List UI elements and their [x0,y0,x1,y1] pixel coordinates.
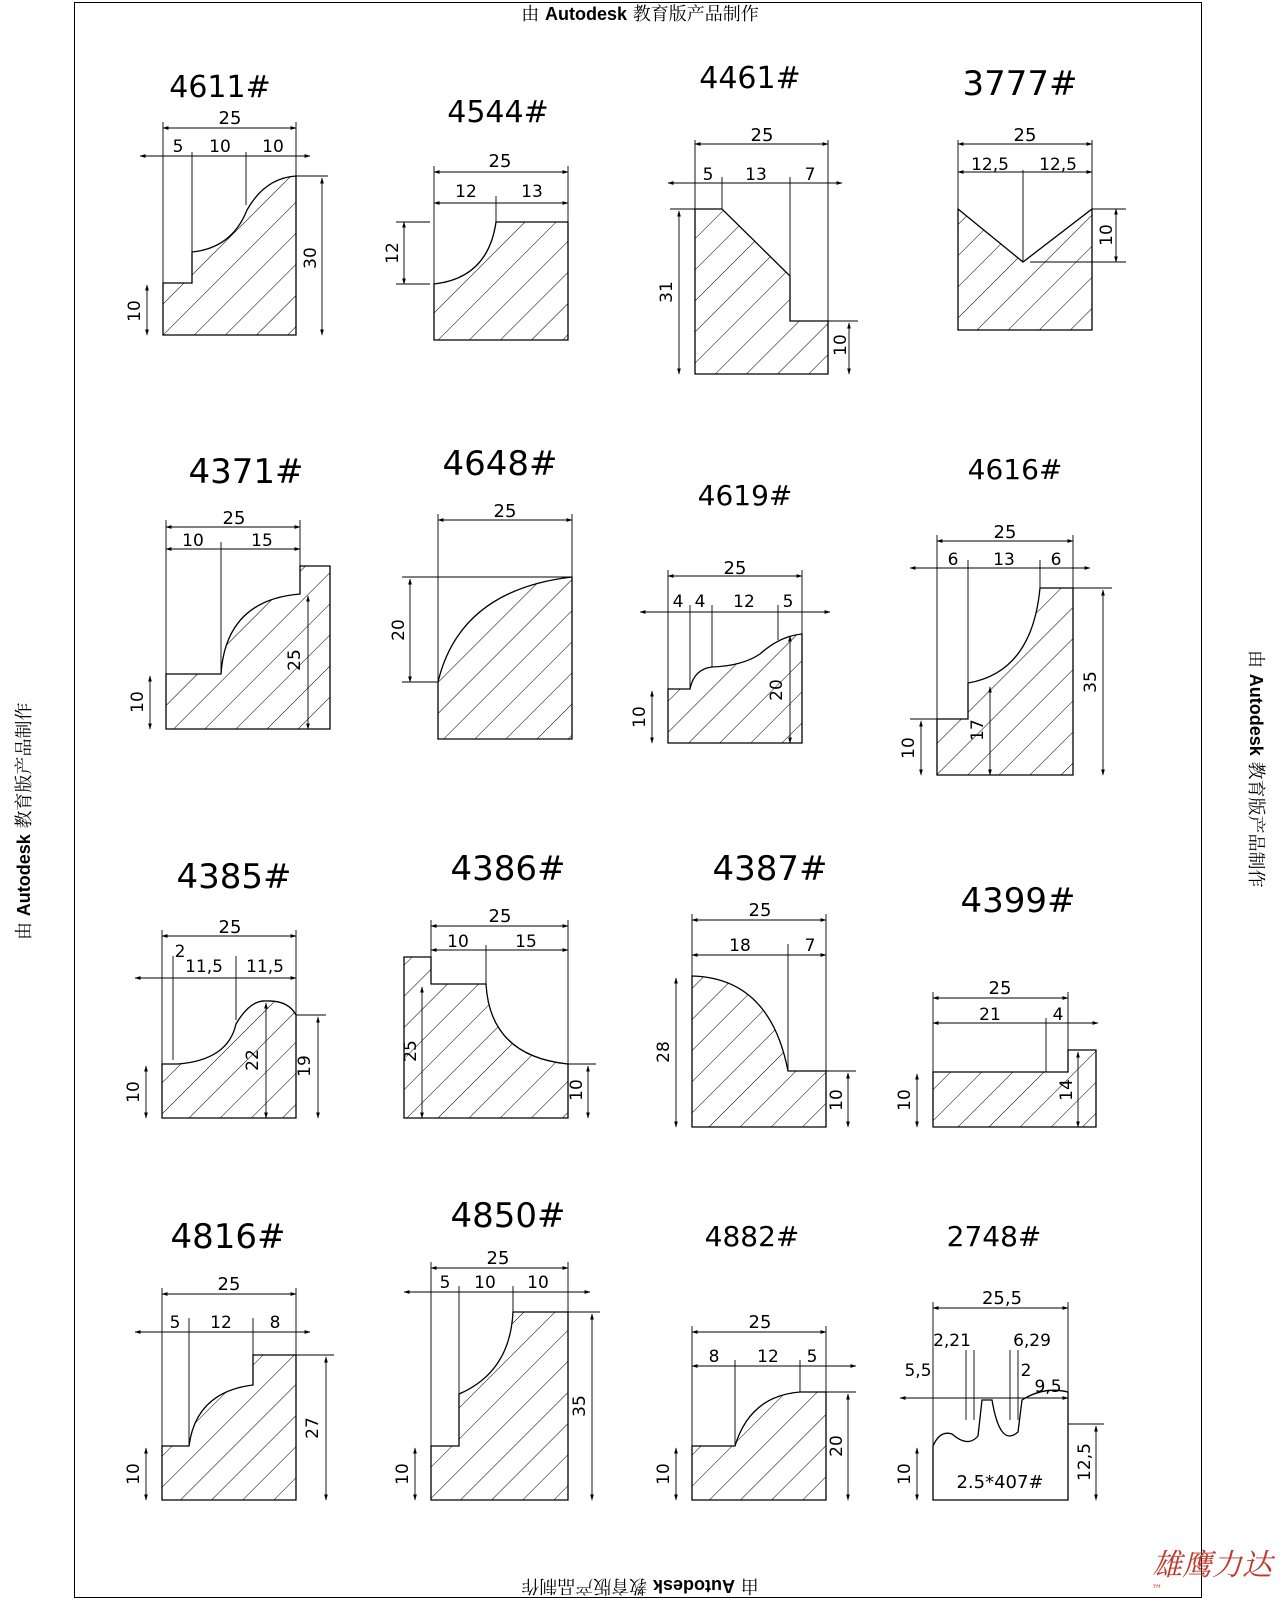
dim-label: 12,5 [1039,155,1077,175]
dim-label: 28 [654,1041,674,1063]
dim-label: 10 [124,1081,144,1103]
dim-label: 25 [222,508,246,529]
profile-shape [695,209,828,374]
dim-label: 10 [125,300,145,322]
dim-label: 10 [124,1463,144,1485]
brand-logo: 雄鹰力达™ [1152,1548,1272,1595]
dim-label: 35 [1081,671,1101,693]
dim-label: 25 [488,906,512,927]
profile-shape [434,222,568,340]
dim-label: 11,5 [185,957,223,977]
dim-label: 5 [782,592,794,612]
dim-label: 25 [401,1040,421,1062]
dim-label: 8 [708,1347,720,1367]
dim-label: 10 [654,1463,674,1485]
dim-label: 10 [527,1273,549,1293]
dim-label: 5 [172,137,184,157]
profile-shape [958,209,1092,330]
dim-label: 10 [393,1463,413,1485]
dim-label: 15 [251,531,273,551]
profile-code: 4648# [442,444,558,484]
profile-shape [166,566,330,729]
dim-label: 10 [827,1089,847,1111]
dim-label: 10 [630,706,650,728]
profile-code: 4387# [712,849,828,889]
profile-shape [162,1001,296,1118]
dim-label: 2 [1020,1361,1032,1381]
profile-note: 2.5*407# [956,1472,1044,1493]
dim-label: 12,5 [1075,1443,1095,1481]
profile-shape [163,176,296,335]
dim-label: 9,5 [1034,1377,1062,1397]
dim-label: 25 [1013,125,1037,146]
profile-code: 4461# [699,61,801,96]
dim-label: 18 [729,936,751,956]
dim-label: 25 [285,649,305,671]
dim-label: 10 [474,1273,496,1293]
dim-label: 20 [389,619,409,641]
dim-label: 6 [947,550,959,570]
dim-label: 12 [210,1313,232,1333]
dim-label: 25 [217,1274,241,1295]
dim-label: 5 [439,1273,451,1293]
profile-code: 4850# [450,1196,566,1236]
dim-label: 10 [567,1079,587,1101]
dim-label: 4 [672,592,684,612]
dim-label: 20 [827,1435,847,1457]
dim-label: 15 [515,932,537,952]
dim-label: 6 [1050,550,1062,570]
dim-label: 17 [968,719,988,741]
profile-shape [692,1392,826,1500]
dim-label: 10 [831,334,851,356]
dim-label: 22 [243,1049,263,1071]
dim-label: 13 [521,182,543,202]
dim-label: 4 [694,592,706,612]
dim-label: 25,5 [981,1288,1023,1309]
dim-label: 25 [750,125,774,146]
dim-label: 10 [447,932,469,952]
profile-code: 4816# [170,1217,286,1257]
profile-code: 3777# [962,64,1078,104]
profile-code: 4544# [447,95,549,130]
dim-label: 35 [570,1395,590,1417]
watermark-left: 由 Autodesk 教育版产品制作 [14,702,35,940]
watermark-right: 由 Autodesk 教育版产品制作 [1245,650,1266,888]
dim-label: 5 [806,1347,818,1367]
dim-label: 25 [748,1312,772,1333]
dim-label: 10 [182,531,204,551]
dim-label: 21 [979,1005,1001,1025]
dim-label: 14 [1057,1079,1077,1101]
dim-label: 12,5 [971,155,1009,175]
dim-label: 25 [493,501,517,522]
dim-label: 2 [174,942,186,962]
watermark-top: 由 Autodesk 教育版产品制作 [521,4,759,25]
dim-label: 7 [804,936,816,956]
dim-label: 5 [702,165,714,185]
dim-label: 31 [657,281,677,303]
dim-label: 6,29 [1013,1331,1051,1351]
dim-label: 27 [303,1417,323,1439]
dim-label: 20 [767,679,787,701]
dim-label: 25 [218,917,242,938]
dim-label: 12 [383,242,403,264]
dim-label: 10 [1097,224,1117,246]
profile-shape [937,588,1073,775]
profile-shape [438,577,572,739]
dim-label: 7 [804,165,816,185]
dim-label: 25 [748,900,772,921]
profile-code: 4616# [967,453,1063,486]
dim-label: 13 [993,550,1015,570]
dim-label: 10 [895,1463,915,1485]
dim-label: 5,5 [904,1361,932,1381]
dim-label: 12 [455,182,477,202]
profile-code: 4385# [176,857,292,897]
dim-label: 5 [169,1313,181,1333]
profile-shape [431,1312,568,1500]
dim-label: 25 [723,558,747,579]
dim-label: 10 [262,137,284,157]
profile-code: 4386# [450,849,566,889]
dim-label: 2,21 [933,1331,971,1351]
profile-code: 4882# [704,1220,800,1253]
dim-label: 19 [295,1055,315,1077]
profile-code: 4399# [960,881,1076,921]
dim-label: 12 [757,1347,779,1367]
profile-code: 2748# [946,1220,1042,1253]
watermark-bottom: 由 Autodesk 教育版产品制作 [521,1575,759,1596]
dim-label: 25 [988,978,1012,999]
profile-code: 4371# [188,452,304,492]
dim-label: 10 [209,137,231,157]
dim-label: 10 [128,691,148,713]
dim-label: 4 [1052,1005,1064,1025]
dim-label: 10 [895,1089,915,1111]
profile-shape [692,976,826,1127]
dim-label: 30 [301,247,321,269]
dim-label: 25 [488,151,512,172]
dim-label: 8 [269,1313,281,1333]
dim-label: 10 [899,737,919,759]
dim-label: 12 [733,592,755,612]
profile-code: 4619# [697,479,793,512]
dim-label: 25 [486,1248,510,1269]
profile-code: 4611# [169,70,271,105]
dim-label: 11,5 [246,957,284,977]
dim-label: 25 [218,108,242,129]
dim-label: 25 [993,522,1017,543]
profile-shape [162,1355,296,1500]
dim-label: 13 [745,165,767,185]
